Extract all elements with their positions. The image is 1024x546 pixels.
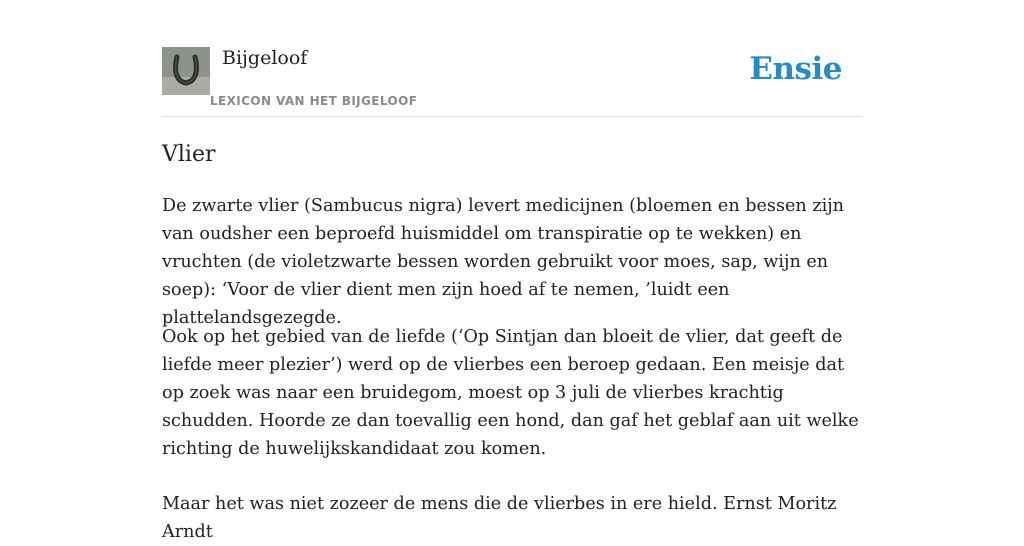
- horseshoe-icon: [162, 47, 210, 95]
- author-avatar[interactable]: [162, 47, 210, 95]
- ensie-logo[interactable]: Ensie: [749, 51, 842, 87]
- article-title: Vlier: [162, 142, 216, 167]
- article-paragraph: De zwarte vlier (Sambucus nigra) levert medicijnen (bloemen en bessen zijn van oudsher een beproefd huismiddel om transpiratie op te wekken) en vruchten (de violetzwarte bessen worden gebruikt voor moes, sap, wijn en soep): ‘Voor de vlier dient men zijn hoed af te nemen, ’luidt een plattelandsgezegde.: [162, 196, 844, 328]
- page-content: [162, 0, 862, 542]
- article-paragraph: Maar het was niet zozeer de mens die de vlierbes in ere hield. Ernst Moritz Arndt: [162, 494, 837, 542]
- article-paragraph: Ook op het gebied van de liefde (‘Op Sintjan dan bloeit de vlier, dat geeft de liefde meer plezier’) werd op de vlierbes een beroep gedaan. Een meisje dat op zoek was naar een bruidegom, moest op 3 juli de vlierbes krachtig schudden. Hoorde ze dan toevallig een hond, dan gaf het geblaf aan uit welke richting de huwelijkskandidaat zou komen.: [162, 327, 859, 459]
- author-name[interactable]: Bijgeloof: [222, 47, 308, 69]
- lexicon-subtitle[interactable]: LEXICON VAN HET BIJGELOOF: [210, 94, 418, 108]
- page-header: [162, 0, 862, 117]
